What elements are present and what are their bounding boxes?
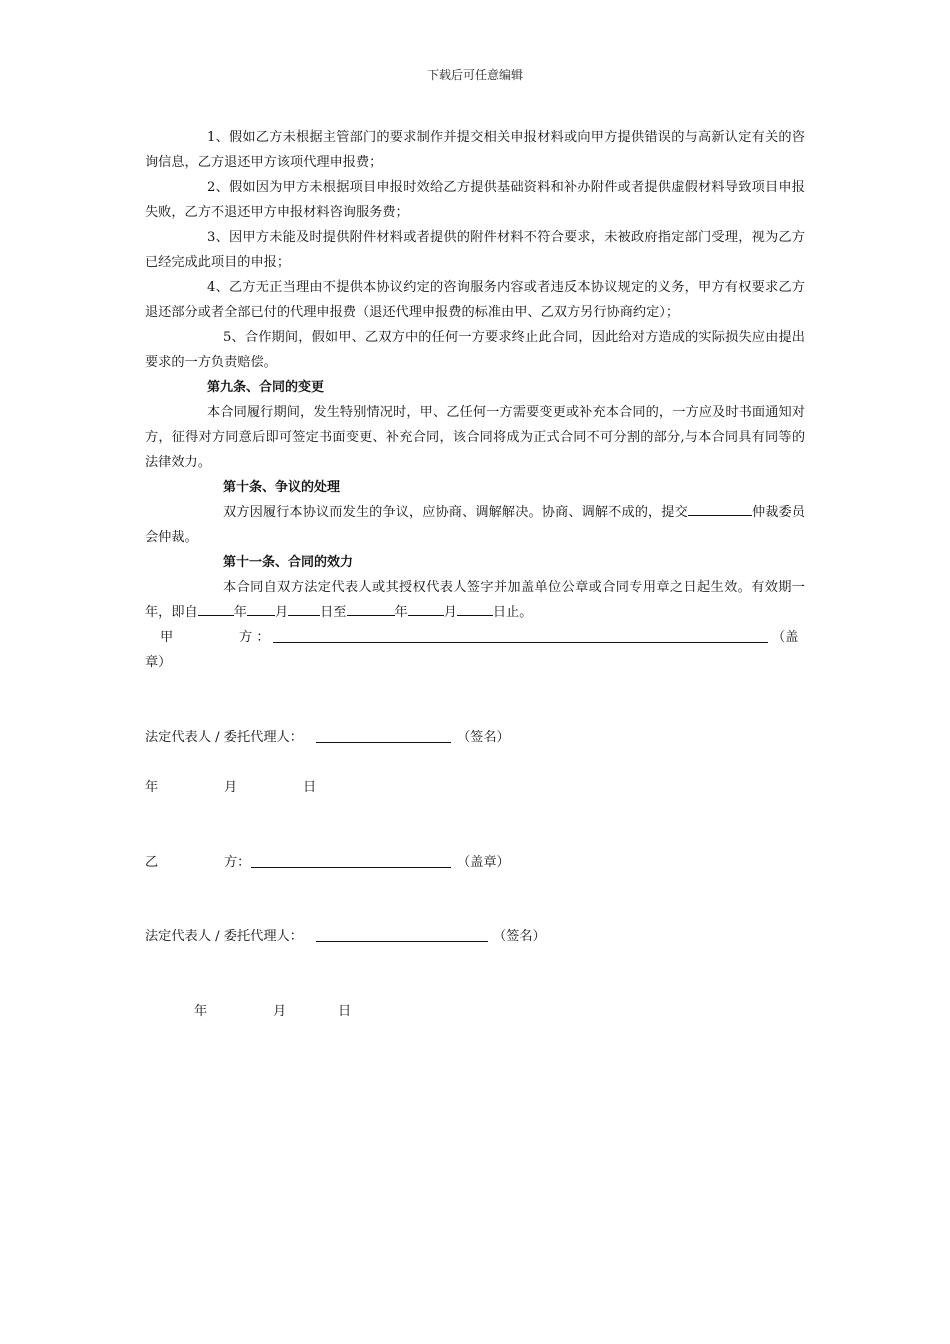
article-10-text: [145, 500, 805, 550]
party-b-year-label: 年: [194, 1004, 208, 1019]
end-day-label: 日止。: [492, 605, 533, 620]
article-10-title: 第十条、争议的处理: [223, 480, 341, 495]
party-b-rep-label: 法定代表人 / 委托代理人：: [145, 929, 303, 944]
arbitration-commission-blank[interactable]: [688, 501, 752, 516]
end-day-blank[interactable]: [457, 601, 493, 616]
party-a-year-label: 年: [145, 780, 159, 795]
contract-body: [145, 125, 805, 625]
party-b-rep-signature-line[interactable]: [316, 927, 488, 942]
party-b-label-fang: 方：: [224, 855, 251, 870]
party-a-month-label: 月: [224, 780, 238, 795]
start-year-label: 年: [233, 605, 247, 620]
article-9-text: 本合同履行期间，发生特别情况时，甲、乙任何一方需要变更或补充本合同的，一方应及时书面通知对方，征得对方同意后即可签定书面变更、补充合同，该合同将成为正式合同不可分割的部分,与本合同具有同等的法律效力。: [145, 405, 805, 470]
party-a-seal-1: （盖: [772, 630, 799, 645]
start-year-blank[interactable]: [198, 601, 234, 616]
clause-item-5: 5、合作期间，假如甲、乙双方中的任何一方要求终止此合同，因此给对方造成的实际损失应由提出要求的一方负责赔偿。: [145, 330, 805, 370]
article-9-title: 第九条、合同的变更: [207, 380, 325, 395]
party-b-label-yi: 乙: [145, 855, 159, 870]
party-a-rep-label: 法定代表人 / 委托代理人：: [145, 730, 303, 745]
start-month-label: 月: [274, 605, 289, 620]
party-a-day-label: 日: [303, 780, 317, 795]
clause-item-4: 4、乙方无正当理由不提供本协议约定的咨询服务内容或者违反本协议规定的义务，甲方有权要求乙方退还部分或者全部已付的代理申报费（退还代理申报费的标准由甲、乙双方另行协商约定）；: [145, 280, 805, 320]
article-10-text-after: 仲裁委员会仲裁。: [145, 505, 806, 545]
clause-item-1: 1、假如乙方未根据主管部门的要求制作并提交相关申报材料或向甲方提供错误的与高新认定有关的咨询信息，乙方退还甲方该项代理申报费；: [145, 130, 805, 170]
end-year-blank[interactable]: [347, 601, 395, 616]
article-11-text-before: 本合同自双方法定代表人或其授权代表人签字并加盖单位公章或合同专用章之日起生效。有效期一年，即自: [145, 580, 805, 620]
article-10-text-before: 双方因履行本协议而发生的争议，应协商、调解解决。协商、调解不成的，提交: [223, 505, 688, 520]
party-a-seal-2: 章）: [145, 655, 172, 670]
end-month-blank[interactable]: [408, 601, 444, 616]
party-a-label-fang: 方 ：: [239, 630, 270, 645]
end-year-label: 年: [394, 605, 408, 620]
party-b-day-label: 日: [338, 1004, 352, 1019]
start-day-blank[interactable]: [288, 601, 320, 616]
clause-item-2: 2、假如因为甲方未根据项目申报时效给乙方提供基础资料和补办附件或者提供虚假材料导致项目申报失败，乙方不退还甲方申报材料咨询服务费；: [145, 180, 805, 220]
party-b-name-line[interactable]: [251, 853, 451, 868]
party-a-label-jia: 甲: [160, 630, 174, 645]
party-a-rep-signature-line[interactable]: [316, 728, 451, 743]
party-a-sign-label: （签名）: [457, 730, 510, 745]
party-b-sign-label: （签名）: [493, 929, 546, 944]
article-11-title: 第十一条、合同的效力: [223, 555, 354, 570]
page-header: 下载后可任意编辑: [426, 68, 523, 82]
article-11-text: [145, 575, 805, 625]
party-b-month-label: 月: [273, 1004, 287, 1019]
start-day-label: 日至: [320, 605, 347, 620]
clause-item-3: 3、因甲方未能及时提供附件材料或者提供的附件材料不符合要求，未被政府指定部门受理，视为乙方已经完成此项目的申报；: [145, 230, 805, 270]
start-month-blank[interactable]: [247, 601, 275, 616]
party-b-seal: （盖章）: [457, 855, 510, 870]
party-a-name-line[interactable]: [273, 628, 768, 643]
end-month-label: 月: [443, 605, 457, 620]
